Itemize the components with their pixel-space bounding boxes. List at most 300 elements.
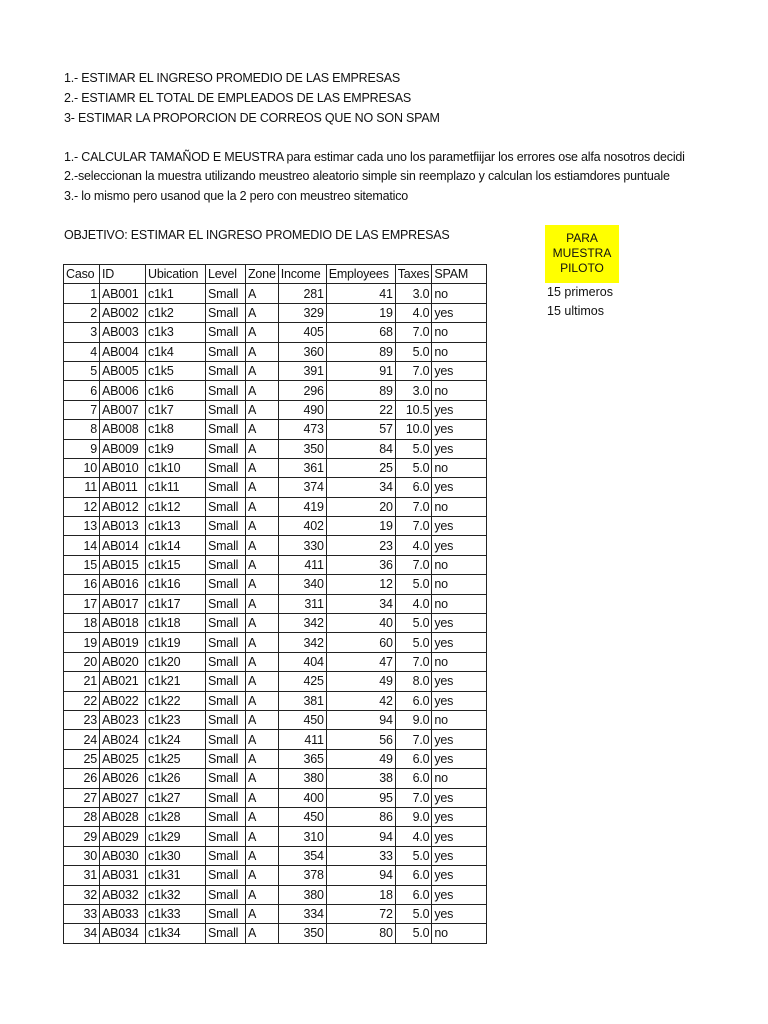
- cell-ubication: c1k1: [146, 284, 206, 303]
- cell-spam: yes: [432, 361, 487, 380]
- cell-employees: 34: [326, 478, 395, 497]
- cell-id: AB025: [100, 749, 146, 768]
- cell-employees: 12: [326, 575, 395, 594]
- table-row: [64, 691, 487, 710]
- cell-caso: 27: [64, 788, 100, 807]
- cell-taxes: 7.0: [395, 555, 432, 574]
- cell-ubication: c1k24: [146, 730, 206, 749]
- cell-income: 350: [278, 439, 326, 458]
- cell-zone: A: [246, 749, 279, 768]
- cell-employees: 40: [326, 614, 395, 633]
- cell-level: Small: [206, 400, 246, 419]
- cell-caso: 1: [64, 284, 100, 303]
- cell-caso: 23: [64, 710, 100, 729]
- cell-caso: 28: [64, 807, 100, 826]
- cell-level: Small: [206, 885, 246, 904]
- cell-id: AB017: [100, 594, 146, 613]
- cell-income: 411: [278, 555, 326, 574]
- cell-taxes: 5.0: [395, 633, 432, 652]
- cell-caso: 7: [64, 400, 100, 419]
- column-header-caso: Caso: [64, 265, 100, 284]
- cell-ubication: c1k16: [146, 575, 206, 594]
- table-row: [64, 361, 487, 380]
- cell-level: Small: [206, 846, 246, 865]
- cell-income: 342: [278, 614, 326, 633]
- cell-caso: 34: [64, 924, 100, 943]
- objective-text: OBJETIVO: ESTIMAR EL INGRESO PROMEDIO DE LAS EMPRESAS: [64, 228, 450, 242]
- cell-ubication: c1k7: [146, 400, 206, 419]
- cell-id: AB027: [100, 788, 146, 807]
- cell-spam: yes: [432, 866, 487, 885]
- cell-ubication: c1k23: [146, 710, 206, 729]
- cell-income: 378: [278, 866, 326, 885]
- cell-ubication: c1k32: [146, 885, 206, 904]
- cell-zone: A: [246, 904, 279, 923]
- cell-level: Small: [206, 614, 246, 633]
- cell-taxes: 5.0: [395, 614, 432, 633]
- cell-employees: 89: [326, 342, 395, 361]
- cell-ubication: c1k6: [146, 381, 206, 400]
- cell-id: AB004: [100, 342, 146, 361]
- side-text-last: 15 ultimos: [547, 304, 604, 318]
- cell-level: Small: [206, 904, 246, 923]
- cell-caso: 17: [64, 594, 100, 613]
- table-row: [64, 924, 487, 943]
- cell-spam: no: [432, 381, 487, 400]
- cell-spam: no: [432, 323, 487, 342]
- cell-zone: A: [246, 885, 279, 904]
- cell-ubication: c1k19: [146, 633, 206, 652]
- instruction-line-1: 1.- ESTIMAR EL INGRESO PROMEDIO DE LAS EMPRESAS: [64, 71, 401, 85]
- table-row: [64, 517, 487, 536]
- cell-caso: 33: [64, 904, 100, 923]
- task-line-1: 1.- CALCULAR TAMAÑOD E MEUSTRA para estimar cada uno los parametfiijar los errores ose alfa nosotros decidi: [64, 150, 685, 164]
- table-row: [64, 555, 487, 574]
- cell-id: AB006: [100, 381, 146, 400]
- cell-caso: 2: [64, 303, 100, 322]
- cell-employees: 60: [326, 633, 395, 652]
- table-row: [64, 536, 487, 555]
- cell-level: Small: [206, 361, 246, 380]
- cell-caso: 24: [64, 730, 100, 749]
- cell-taxes: 9.0: [395, 710, 432, 729]
- cell-caso: 18: [64, 614, 100, 633]
- cell-income: 296: [278, 381, 326, 400]
- cell-taxes: 4.0: [395, 594, 432, 613]
- cell-spam: yes: [432, 536, 487, 555]
- cell-employees: 41: [326, 284, 395, 303]
- cell-income: 380: [278, 885, 326, 904]
- cell-id: AB022: [100, 691, 146, 710]
- cell-spam: no: [432, 497, 487, 516]
- cell-income: 391: [278, 361, 326, 380]
- cell-income: 374: [278, 478, 326, 497]
- cell-zone: A: [246, 478, 279, 497]
- table-row: [64, 400, 487, 419]
- cell-id: AB003: [100, 323, 146, 342]
- cell-taxes: 5.0: [395, 458, 432, 477]
- cell-taxes: 5.0: [395, 439, 432, 458]
- column-header-taxes: Taxes: [395, 265, 432, 284]
- table-row: [64, 614, 487, 633]
- table-row: [64, 478, 487, 497]
- cell-employees: 22: [326, 400, 395, 419]
- cell-zone: A: [246, 633, 279, 652]
- column-header-ubication: Ubication: [146, 265, 206, 284]
- cell-ubication: c1k29: [146, 827, 206, 846]
- cell-caso: 14: [64, 536, 100, 555]
- cell-spam: yes: [432, 400, 487, 419]
- cell-ubication: c1k34: [146, 924, 206, 943]
- cell-level: Small: [206, 478, 246, 497]
- cell-spam: no: [432, 284, 487, 303]
- cell-caso: 26: [64, 769, 100, 788]
- cell-id: AB016: [100, 575, 146, 594]
- cell-income: 450: [278, 807, 326, 826]
- cell-taxes: 5.0: [395, 904, 432, 923]
- cell-employees: 25: [326, 458, 395, 477]
- table-row: [64, 420, 487, 439]
- table-row: [64, 458, 487, 477]
- cell-ubication: c1k26: [146, 769, 206, 788]
- cell-ubication: c1k31: [146, 866, 206, 885]
- cell-id: AB026: [100, 769, 146, 788]
- cell-ubication: c1k11: [146, 478, 206, 497]
- cell-spam: no: [432, 458, 487, 477]
- cell-employees: 84: [326, 439, 395, 458]
- cell-id: AB007: [100, 400, 146, 419]
- cell-id: AB019: [100, 633, 146, 652]
- table-row: [64, 652, 487, 671]
- cell-id: AB001: [100, 284, 146, 303]
- cell-id: AB029: [100, 827, 146, 846]
- cell-caso: 16: [64, 575, 100, 594]
- table-row: [64, 788, 487, 807]
- cell-caso: 5: [64, 361, 100, 380]
- cell-taxes: 6.0: [395, 769, 432, 788]
- cell-level: Small: [206, 749, 246, 768]
- cell-ubication: c1k25: [146, 749, 206, 768]
- cell-spam: no: [432, 652, 487, 671]
- cell-caso: 10: [64, 458, 100, 477]
- cell-caso: 31: [64, 866, 100, 885]
- cell-ubication: c1k3: [146, 323, 206, 342]
- cell-income: 425: [278, 672, 326, 691]
- cell-spam: yes: [432, 478, 487, 497]
- column-header-level: Level: [206, 265, 246, 284]
- cell-spam: no: [432, 555, 487, 574]
- cell-employees: 89: [326, 381, 395, 400]
- table-row: [64, 749, 487, 768]
- cell-income: 365: [278, 749, 326, 768]
- cell-spam: yes: [432, 614, 487, 633]
- cell-employees: 68: [326, 323, 395, 342]
- cell-zone: A: [246, 400, 279, 419]
- cell-zone: A: [246, 710, 279, 729]
- cell-employees: 91: [326, 361, 395, 380]
- cell-id: AB024: [100, 730, 146, 749]
- cell-ubication: c1k33: [146, 904, 206, 923]
- cell-income: 329: [278, 303, 326, 322]
- cell-spam: no: [432, 924, 487, 943]
- task-lines-clip: [0, 140, 693, 210]
- side-text-first: 15 primeros: [547, 285, 613, 299]
- cell-zone: A: [246, 827, 279, 846]
- cell-ubication: c1k5: [146, 361, 206, 380]
- cell-level: Small: [206, 342, 246, 361]
- cell-taxes: 7.0: [395, 497, 432, 516]
- cell-zone: A: [246, 730, 279, 749]
- column-header-employees: Employees: [326, 265, 395, 284]
- cell-taxes: 4.0: [395, 536, 432, 555]
- cell-income: 342: [278, 633, 326, 652]
- cell-caso: 12: [64, 497, 100, 516]
- cell-zone: A: [246, 497, 279, 516]
- cell-income: 354: [278, 846, 326, 865]
- cell-level: Small: [206, 497, 246, 516]
- cell-employees: 23: [326, 536, 395, 555]
- cell-employees: 94: [326, 710, 395, 729]
- cell-income: 411: [278, 730, 326, 749]
- cell-income: 405: [278, 323, 326, 342]
- cell-spam: yes: [432, 517, 487, 536]
- cell-taxes: 7.0: [395, 788, 432, 807]
- cell-zone: A: [246, 807, 279, 826]
- table-row: [64, 730, 487, 749]
- instruction-line-2: 2.- ESTIAMR EL TOTAL DE EMPLEADOS DE LAS EMPRESAS: [64, 91, 412, 105]
- cell-taxes: 6.0: [395, 691, 432, 710]
- cell-zone: A: [246, 594, 279, 613]
- cell-caso: 8: [64, 420, 100, 439]
- cell-level: Small: [206, 575, 246, 594]
- cell-zone: A: [246, 536, 279, 555]
- cell-ubication: c1k21: [146, 672, 206, 691]
- cell-income: 473: [278, 420, 326, 439]
- column-header-id: ID: [100, 265, 146, 284]
- table-body: [64, 284, 487, 943]
- cell-id: AB015: [100, 555, 146, 574]
- cell-spam: no: [432, 575, 487, 594]
- table-row: [64, 866, 487, 885]
- cell-caso: 22: [64, 691, 100, 710]
- cell-caso: 30: [64, 846, 100, 865]
- cell-income: 334: [278, 904, 326, 923]
- cell-level: Small: [206, 323, 246, 342]
- cell-spam: no: [432, 594, 487, 613]
- cell-employees: 36: [326, 555, 395, 574]
- cell-employees: 94: [326, 866, 395, 885]
- cell-level: Small: [206, 788, 246, 807]
- cell-employees: 18: [326, 885, 395, 904]
- instruction-line-3: 3- ESTIMAR LA PROPORCION DE CORREOS QUE NO SON SPAM: [64, 111, 440, 125]
- cell-income: 404: [278, 652, 326, 671]
- cell-income: 490: [278, 400, 326, 419]
- cell-spam: yes: [432, 633, 487, 652]
- cell-caso: 19: [64, 633, 100, 652]
- cell-taxes: 10.5: [395, 400, 432, 419]
- cell-zone: A: [246, 303, 279, 322]
- cell-zone: A: [246, 555, 279, 574]
- table-row: [64, 807, 487, 826]
- cell-id: AB005: [100, 361, 146, 380]
- cell-spam: no: [432, 342, 487, 361]
- cell-zone: A: [246, 342, 279, 361]
- cell-level: Small: [206, 458, 246, 477]
- table-row: [64, 827, 487, 846]
- cell-zone: A: [246, 284, 279, 303]
- cell-zone: A: [246, 866, 279, 885]
- cell-id: AB034: [100, 924, 146, 943]
- cell-caso: 21: [64, 672, 100, 691]
- cell-id: AB010: [100, 458, 146, 477]
- cell-caso: 25: [64, 749, 100, 768]
- cell-spam: yes: [432, 846, 487, 865]
- cell-ubication: c1k10: [146, 458, 206, 477]
- cell-id: AB011: [100, 478, 146, 497]
- cell-zone: A: [246, 420, 279, 439]
- cell-employees: 95: [326, 788, 395, 807]
- cell-taxes: 6.0: [395, 885, 432, 904]
- cell-taxes: 6.0: [395, 866, 432, 885]
- cell-level: Small: [206, 924, 246, 943]
- table-row: [64, 497, 487, 516]
- cell-employees: 57: [326, 420, 395, 439]
- cell-income: 350: [278, 924, 326, 943]
- cell-spam: yes: [432, 904, 487, 923]
- cell-caso: 9: [64, 439, 100, 458]
- cell-caso: 11: [64, 478, 100, 497]
- cell-level: Small: [206, 691, 246, 710]
- cell-income: 340: [278, 575, 326, 594]
- cell-level: Small: [206, 381, 246, 400]
- cell-zone: A: [246, 439, 279, 458]
- cell-spam: no: [432, 769, 487, 788]
- cell-spam: yes: [432, 749, 487, 768]
- cell-ubication: c1k13: [146, 517, 206, 536]
- cell-taxes: 3.0: [395, 284, 432, 303]
- cell-level: Small: [206, 536, 246, 555]
- table-row: [64, 381, 487, 400]
- cell-employees: 33: [326, 846, 395, 865]
- cell-id: AB013: [100, 517, 146, 536]
- cell-id: AB031: [100, 866, 146, 885]
- cell-level: Small: [206, 827, 246, 846]
- cell-employees: 42: [326, 691, 395, 710]
- cell-employees: 19: [326, 303, 395, 322]
- table-row: [64, 846, 487, 865]
- cell-zone: A: [246, 846, 279, 865]
- cell-zone: A: [246, 691, 279, 710]
- cell-caso: 13: [64, 517, 100, 536]
- cell-id: AB021: [100, 672, 146, 691]
- cell-spam: yes: [432, 788, 487, 807]
- cell-zone: A: [246, 652, 279, 671]
- cell-taxes: 7.0: [395, 517, 432, 536]
- cell-employees: 38: [326, 769, 395, 788]
- cell-zone: A: [246, 361, 279, 380]
- cell-taxes: 6.0: [395, 478, 432, 497]
- column-header-spam: SPAM: [432, 265, 487, 284]
- cell-ubication: c1k9: [146, 439, 206, 458]
- cell-income: 361: [278, 458, 326, 477]
- cell-caso: 6: [64, 381, 100, 400]
- table-row: [64, 284, 487, 303]
- table-row: [64, 439, 487, 458]
- cell-id: AB033: [100, 904, 146, 923]
- cell-ubication: c1k2: [146, 303, 206, 322]
- cell-employees: 47: [326, 652, 395, 671]
- cell-taxes: 7.0: [395, 652, 432, 671]
- cell-id: AB018: [100, 614, 146, 633]
- table-row: [64, 342, 487, 361]
- column-header-income: Income: [278, 265, 326, 284]
- table-row: [64, 303, 487, 322]
- cell-employees: 86: [326, 807, 395, 826]
- task-line-3: 3.- lo mismo pero usanod que la 2 pero con meustreo sitematico: [64, 189, 409, 203]
- cell-level: Small: [206, 769, 246, 788]
- cell-employees: 72: [326, 904, 395, 923]
- cell-employees: 80: [326, 924, 395, 943]
- cell-ubication: c1k8: [146, 420, 206, 439]
- cell-employees: 56: [326, 730, 395, 749]
- table-row: [64, 710, 487, 729]
- cell-taxes: 7.0: [395, 730, 432, 749]
- cell-employees: 34: [326, 594, 395, 613]
- cell-employees: 94: [326, 827, 395, 846]
- cell-zone: A: [246, 517, 279, 536]
- cell-ubication: c1k28: [146, 807, 206, 826]
- cell-ubication: c1k30: [146, 846, 206, 865]
- cell-level: Small: [206, 633, 246, 652]
- cell-id: AB008: [100, 420, 146, 439]
- cell-id: AB014: [100, 536, 146, 555]
- cell-ubication: c1k27: [146, 788, 206, 807]
- cell-level: Small: [206, 517, 246, 536]
- cell-income: 360: [278, 342, 326, 361]
- cell-taxes: 5.0: [395, 846, 432, 865]
- cell-caso: 15: [64, 555, 100, 574]
- table-row: [64, 904, 487, 923]
- cell-employees: 20: [326, 497, 395, 516]
- cell-zone: A: [246, 575, 279, 594]
- cell-spam: yes: [432, 439, 487, 458]
- table-row: [64, 885, 487, 904]
- cell-id: AB020: [100, 652, 146, 671]
- cell-spam: yes: [432, 827, 487, 846]
- cell-spam: yes: [432, 303, 487, 322]
- cell-taxes: 4.0: [395, 827, 432, 846]
- cell-income: 400: [278, 788, 326, 807]
- cell-ubication: c1k18: [146, 614, 206, 633]
- table-row: [64, 575, 487, 594]
- cell-taxes: 4.0: [395, 303, 432, 322]
- data-table: [63, 264, 487, 944]
- cell-taxes: 5.0: [395, 342, 432, 361]
- cell-ubication: c1k20: [146, 652, 206, 671]
- cell-zone: A: [246, 614, 279, 633]
- cell-id: AB002: [100, 303, 146, 322]
- cell-income: 310: [278, 827, 326, 846]
- cell-zone: A: [246, 381, 279, 400]
- cell-spam: yes: [432, 672, 487, 691]
- cell-id: AB012: [100, 497, 146, 516]
- cell-zone: A: [246, 672, 279, 691]
- cell-level: Small: [206, 807, 246, 826]
- cell-taxes: 6.0: [395, 749, 432, 768]
- cell-employees: 19: [326, 517, 395, 536]
- cell-level: Small: [206, 710, 246, 729]
- cell-taxes: 7.0: [395, 323, 432, 342]
